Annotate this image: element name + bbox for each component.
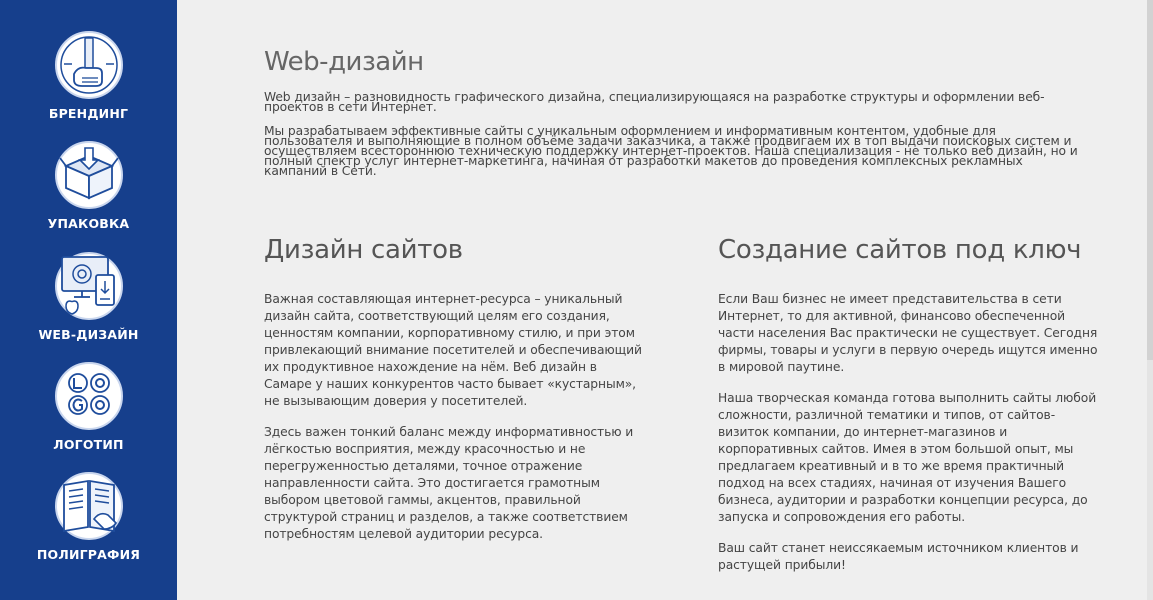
paragraph: Важная составляющая интернет-ресурса – уникальный дизайн сайта, соответствующий целям его создания, ценностям компании, корпоративному стилю, и при этом привлекающий внимание посетителей и обеспечивающий их продуктивное нахождение на нём. Веб дизайн в Самаре у наших конкурентов часто бывает «кустарным», не вызывающим доверия у посетителей.	[264, 292, 642, 408]
branding-icon	[52, 28, 126, 102]
sidebar-item-polygraphy[interactable]	[0, 469, 177, 562]
sidebar-item-branding[interactable]	[0, 28, 177, 121]
intro-text	[264, 92, 1086, 190]
section-turnkey-sites	[718, 291, 1103, 588]
sidebar	[0, 0, 177, 600]
sidebar-item-logo[interactable]	[0, 359, 177, 452]
scrollbar[interactable]	[1147, 0, 1153, 600]
web-design-icon	[52, 249, 126, 323]
section-title-site-design: Дизайн сайтов	[264, 235, 463, 265]
sidebar-item-label: ПОЛИГРАФИЯ	[36, 547, 141, 562]
sidebar-item-label: WEB-ДИЗАЙН	[38, 327, 139, 342]
sidebar-item-label: БРЕНДИНГ	[48, 106, 129, 121]
packaging-icon	[52, 138, 126, 212]
paragraph: Здесь важен тонкий баланс между информативностью и лёгкостью восприятия, между красочностью и не перегруженностью деталями, точное отражение направленности сайта. Это достигается грамотным выбором цветовой гаммы, акцентов, правильной структурой страниц и разделов, а также соответствием потребностям целевой аудитории ресурса.	[264, 425, 634, 541]
page-title: Web-дизайн	[264, 47, 424, 77]
paragraph: Если Ваш бизнес не имеет представительства в сети Интернет, то для активной, финансово обеспеченной части населения Вас практически не существует. Сегодня фирмы, товары и услуги в первую очередь ищутся именно в мировой паутине.	[718, 292, 1098, 374]
intro-paragraph: Мы разрабатываем эффективные сайты с уникальным оформлением и информативным контентом, удобные для пользователя и выполняющие в полном объёме задачи заказчика, а также продвигаем их в топ выдачи поисковых систем и осуществляем всестороннюю техническую поддержку интернет-проектов. Наша специализация - не только веб дизайн, но и полный спектр услуг интернет-маркетинга, начиная от разработки макетов до проведения комплексных рекламных кампаний в Сети.	[264, 124, 1078, 178]
sidebar-item-label: ЛОГОТИП	[53, 437, 124, 452]
intro-paragraph: Web дизайн – разновидность графического дизайна, специализирующаяся на разработке структуры и оформлении веб-проектов в сети Интернет.	[264, 90, 1045, 114]
sidebar-item-web-design[interactable]	[0, 249, 177, 342]
section-site-design	[264, 291, 644, 557]
sidebar-item-label: УПАКОВКА	[47, 216, 130, 231]
section-title-turnkey-sites: Создание сайтов под ключ	[718, 235, 1082, 265]
polygraphy-icon	[52, 469, 126, 543]
sidebar-item-packaging[interactable]	[0, 138, 177, 231]
paragraph: Ваш сайт станет неиссякаемым источником клиентов и растущей прибыли!	[718, 541, 1079, 572]
logo-icon	[52, 359, 126, 433]
scrollbar-thumb[interactable]	[1147, 0, 1153, 360]
paragraph: Наша творческая команда готова выполнить сайты любой сложности, различной тематики и типов, от сайтов-визиток компании, до интернет-магазинов и корпоративных сайтов. Имея в этом большой опыт, мы предлагаем креативный и в то же время практичный подход на всех стадиях, начиная от изучения Вашего бизнеса, аудитории и разработки концепции ресурса, до запуска и сопровождения его работы.	[718, 391, 1097, 524]
